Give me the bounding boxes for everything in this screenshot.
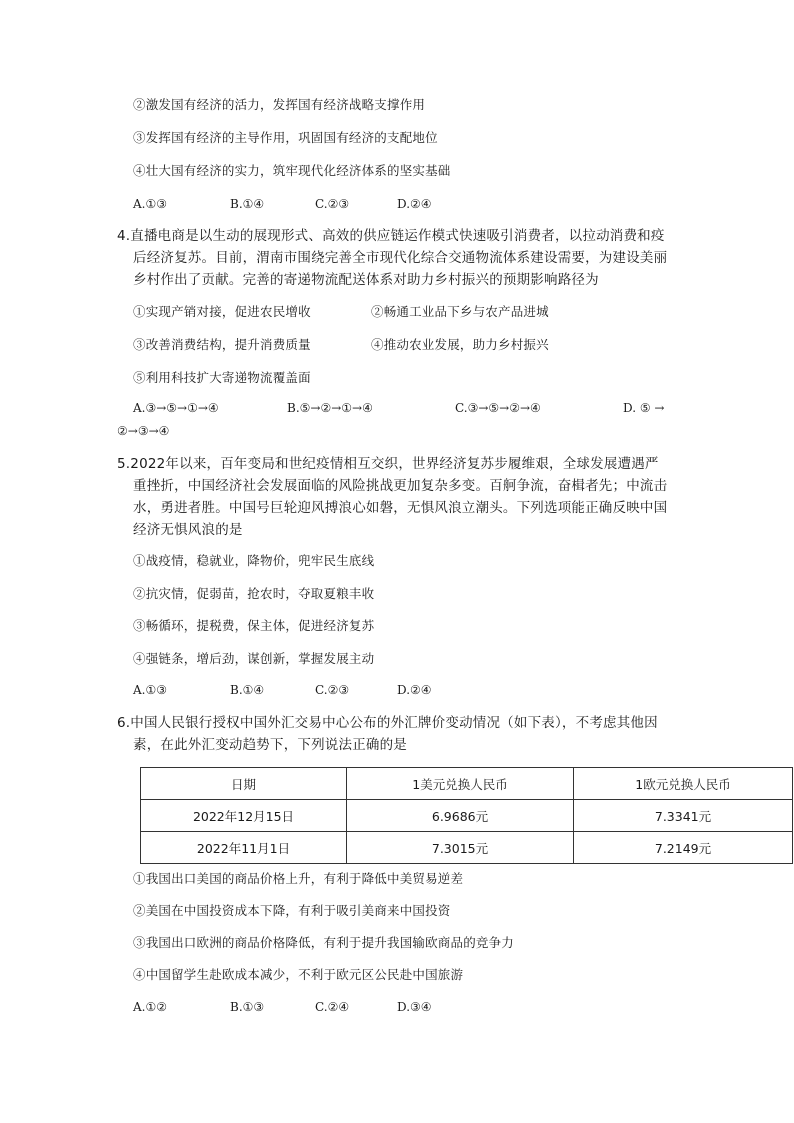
q5-option-2: ②抗灾情，促弱苗，抢农时，夺取夏粮丰收 (133, 586, 375, 601)
table-cell: 7.3341元 (574, 800, 793, 832)
q5-stem-line-1: 5.2022年以来，百年变局和世纪疫情相互交织，世界经济复苏步履维艰，全球发展遭遇严 (117, 456, 659, 472)
q5-choice-c: C.②③ (315, 683, 350, 697)
q4-stem-line-1: 4.直播电商是以生动的展现形式、高效的供应链运作模式快速吸引消费者，以拉动消费和疫 (117, 228, 665, 244)
table-cell: 6.9686元 (347, 800, 574, 832)
table-header-cell: 日期 (141, 768, 347, 800)
exchange-rate-table (140, 767, 793, 864)
q4-option-3: ③改善消费结构，提升消费质量 (133, 337, 311, 352)
q4-option-5: ⑤利用科技扩大寄递物流覆盖面 (133, 370, 311, 385)
table-header-row (141, 768, 793, 800)
q4-stem-line-2: 后经济复苏。目前，渭南市围绕完善全市现代化综合交通物流体系建设需要，为建设美丽 (133, 250, 668, 266)
q5-choice-b: B.①④ (230, 683, 265, 697)
q5-option-1: ①战疫情，稳就业，降物价，兜牢民生底线 (133, 553, 375, 568)
table-cell: 7.3015元 (347, 832, 574, 864)
q4-choice-d-continued: ②→③→④ (117, 424, 170, 438)
q3-choice-c: C.②③ (315, 197, 350, 211)
q6-option-1: ①我国出口美国的商品价格上升，有利于降低中美贸易逆差 (133, 871, 464, 886)
table-cell: 7.2149元 (574, 832, 793, 864)
q3-option-2: ②激发国有经济的活力，发挥国有经济战略支撑作用 (133, 97, 426, 112)
q3-option-3: ③发挥国有经济的主导作用，巩固国有经济的支配地位 (133, 130, 438, 145)
q6-stem-line-2: 素，在此外汇变动趋势下，下列说法正确的是 (133, 737, 407, 753)
q6-stem-line-1: 6.中国人民银行授权中国外汇交易中心公布的外汇牌价变动情况（如下表），不考虑其他因 (117, 715, 658, 731)
q4-choice-b: B.⑤→②→①→④ (287, 401, 373, 415)
table-row (141, 832, 793, 864)
table-cell: 2022年12月15日 (141, 800, 347, 832)
q4-option-4: ④推动农业发展，助力乡村振兴 (371, 337, 549, 352)
q6-choice-b: B.①③ (230, 1000, 265, 1014)
q6-choice-c: C.②④ (315, 1000, 350, 1014)
q5-option-4: ④强链条，增后劲，谋创新，掌握发展主动 (133, 651, 375, 666)
q6-choice-d: D.③④ (397, 1000, 432, 1014)
q6-option-3: ③我国出口欧洲的商品价格降低，有利于提升我国输欧商品的竞争力 (133, 935, 515, 950)
q5-stem-line-4: 经济无惧风浪的是 (133, 522, 243, 538)
q6-option-4: ④中国留学生赴欧成本减少，不利于欧元区公民赴中国旅游 (133, 967, 464, 982)
q4-choice-a: A.③→⑤→①→④ (133, 401, 219, 415)
q5-choice-d: D.②④ (397, 683, 432, 697)
q5-stem-line-3: 水，勇进者胜。中国号巨轮迎风搏浪心如磐，无惧风浪立潮头。下列选项能正确反映中国 (133, 500, 668, 516)
table-header-cell: 1欧元兑换人民币 (574, 768, 793, 800)
q3-choice-a: A.①③ (133, 197, 167, 211)
table-cell: 2022年11月1日 (141, 832, 347, 864)
q3-option-4: ④壮大国有经济的实力，筑牢现代化经济体系的坚实基础 (133, 163, 451, 178)
table-row (141, 800, 793, 832)
q4-stem-line-3: 乡村作出了贡献。完善的寄递物流配送体系对助力乡村振兴的预期影响路径为 (133, 272, 599, 288)
q6-choice-a: A.①② (133, 1000, 167, 1014)
q4-option-1: ①实现产销对接，促进农民增收 (133, 304, 311, 319)
table-header-cell: 1美元兑换人民币 (347, 768, 574, 800)
q5-stem-line-2: 重挫折，中国经济社会发展面临的风险挑战更加复杂多变。百舸争流，奋楫者先；中流击 (133, 478, 668, 494)
q4-choice-c: C.③→⑤→②→④ (455, 401, 541, 415)
q4-choice-d: D. ⑤ → (623, 401, 665, 415)
q4-option-2: ②畅通工业品下乡与农产品进城 (371, 304, 549, 319)
q5-option-3: ③畅循环，提税费，保主体，促进经济复苏 (133, 618, 375, 633)
q3-choice-b: B.①④ (230, 197, 265, 211)
q6-option-2: ②美国在中国投资成本下降，有利于吸引美商来中国投资 (133, 903, 451, 918)
q5-choice-a: A.①③ (133, 683, 167, 697)
q3-choice-d: D.②④ (397, 197, 432, 211)
